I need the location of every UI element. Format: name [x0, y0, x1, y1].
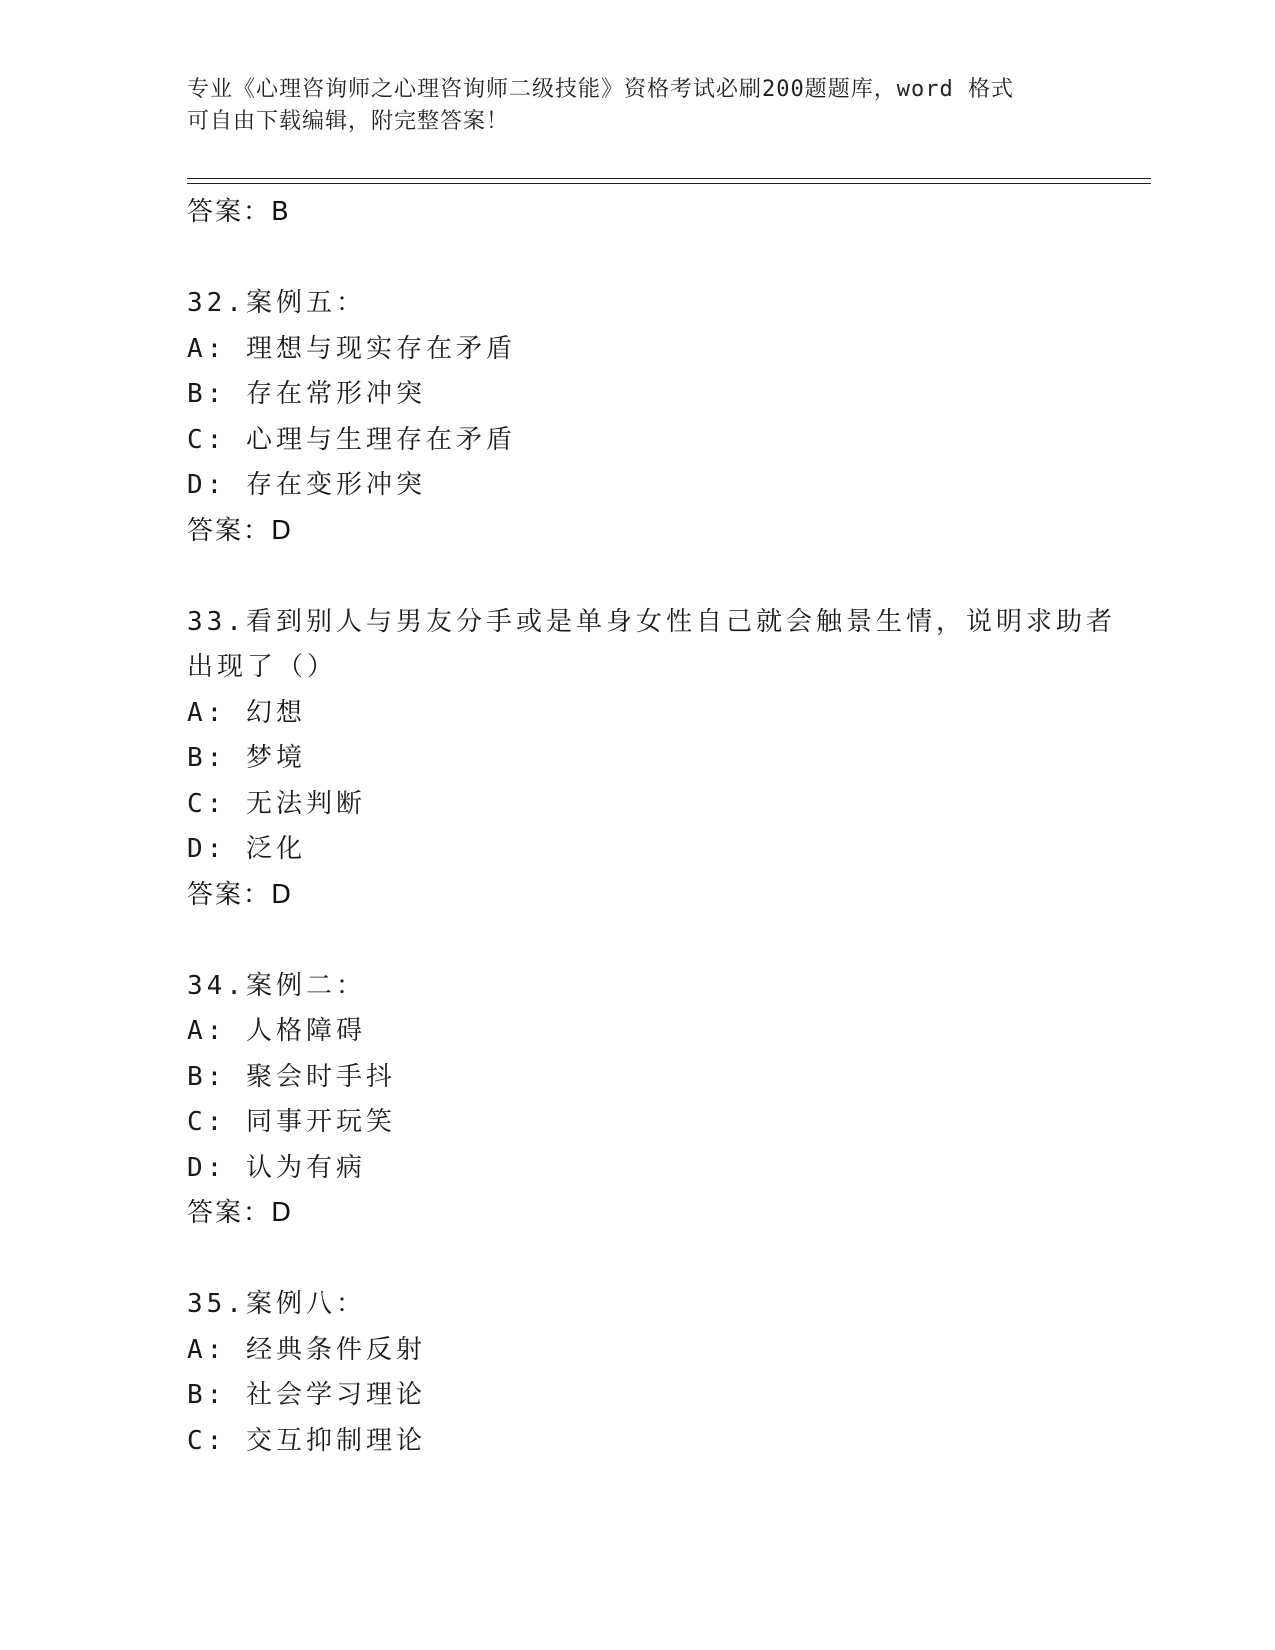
- spacer: [187, 918, 1087, 964]
- option-c: C: 无法判断: [187, 788, 366, 819]
- question-stem: 35.案例八：: [187, 1289, 366, 1319]
- answer: 答案：D: [187, 879, 294, 910]
- option-c: C: 交互抑制理论: [187, 1425, 426, 1456]
- spacer: [187, 1237, 1087, 1283]
- header-line-2: 可自由下载编辑，附完整答案！: [187, 109, 510, 134]
- option-a: A: 经典条件反射: [187, 1334, 426, 1365]
- question-stem: 32.案例五：: [187, 288, 366, 318]
- question-33: [187, 600, 1116, 919]
- question-stem-line-1: 33.看到别人与男友分手或是单身女性自己就会触景生情，说明求助者: [187, 606, 1116, 637]
- document-header: [187, 74, 1087, 138]
- option-b: B: 社会学习理论: [187, 1380, 426, 1410]
- option-b: B: 梦境: [187, 743, 306, 773]
- option-a: A: 理想与现实存在矛盾: [187, 333, 516, 364]
- option-b: B: 聚会时手抖: [187, 1061, 396, 1092]
- option-d: D: 泛化: [187, 834, 306, 864]
- answer: 答案：D: [187, 515, 294, 546]
- spacer: [187, 554, 1087, 600]
- option-a: A: 幻想: [187, 697, 306, 728]
- header-divider-bottom: [187, 183, 1151, 184]
- question-stem-line-2: 出现了（）: [187, 652, 338, 682]
- previous-answer: 答案：B: [187, 197, 291, 227]
- option-d: D: 认为有病: [187, 1152, 366, 1183]
- option-b: B: 存在常形冲突: [187, 379, 426, 409]
- option-d: D: 存在变形冲突: [187, 470, 426, 500]
- question-34: [187, 964, 1087, 1237]
- question-32: [187, 281, 1087, 554]
- spacer: [187, 236, 1087, 282]
- option-a: A: 人格障碍: [187, 1016, 366, 1046]
- question-list: [187, 190, 1116, 1464]
- question-stem: 34.案例二：: [187, 970, 366, 1001]
- header-line-1: 专业《心理咨询师之心理咨询师二级技能》资格考试必刷200题题库，word 格式: [187, 77, 1014, 102]
- answer: 答案：D: [187, 1198, 294, 1228]
- header-divider-top: [187, 178, 1151, 179]
- question-35: [187, 1282, 1087, 1464]
- option-c: C: 同事开玩笑: [187, 1107, 396, 1137]
- option-c: C: 心理与生理存在矛盾: [187, 424, 516, 455]
